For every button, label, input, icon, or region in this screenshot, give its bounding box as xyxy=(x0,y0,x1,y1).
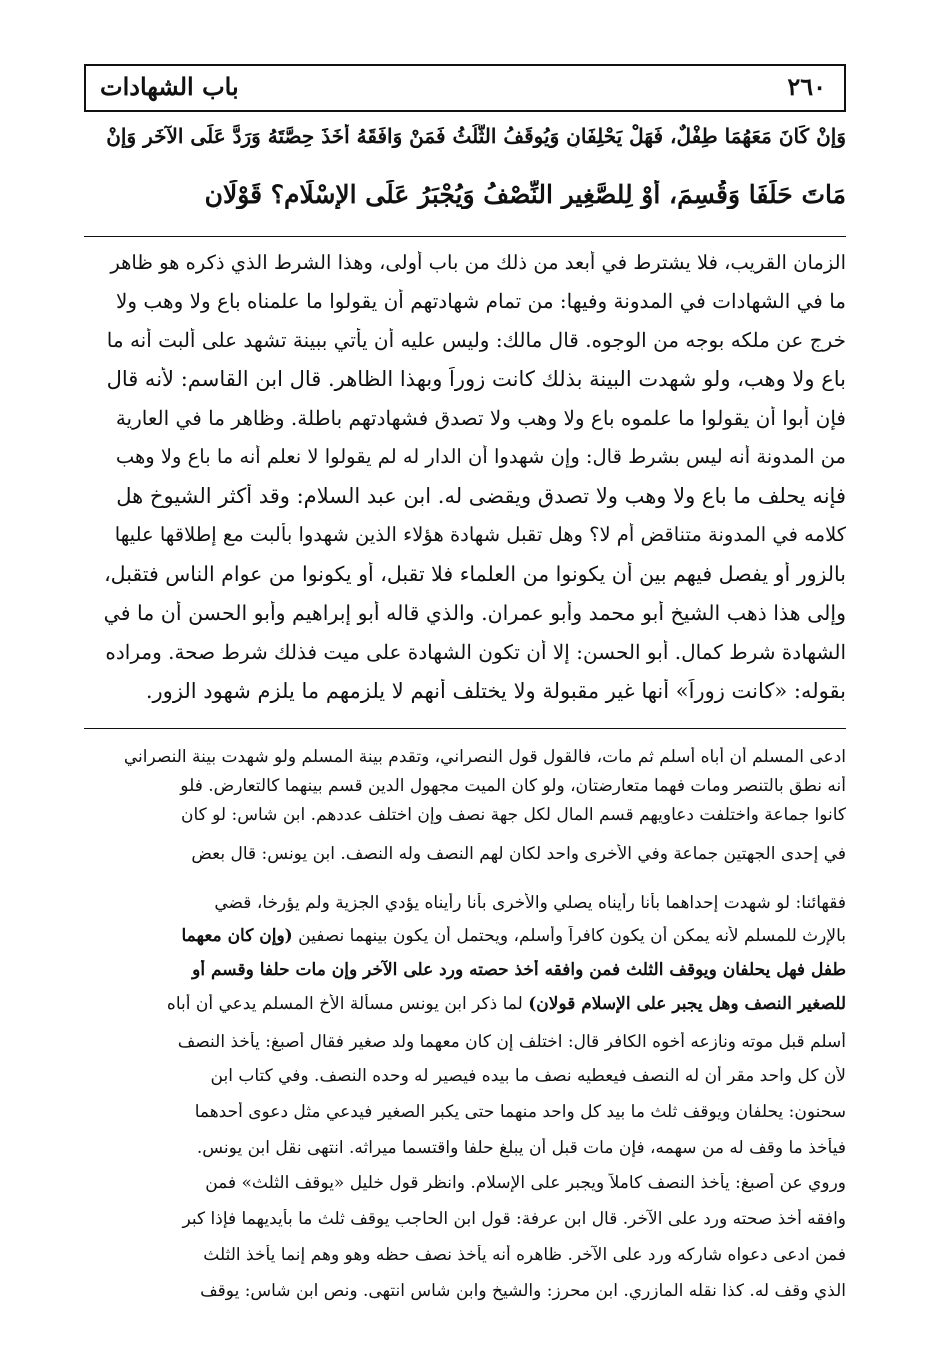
hashiya-line: سحنون: يحلفان ويوقف ثلث ما بيد كل واحد منهما حتى يكبر الصغير فيدعي مثل دعوى أحدهما xyxy=(194,1102,846,1122)
hashiya-line xyxy=(104,926,846,946)
section-divider xyxy=(84,728,846,729)
sharh-line: من المدونة أنه ليس بشرط قال: وإن شهدوا أن الدار له لم يقولوا لا نعلم أنه ما باع ولا وهب xyxy=(115,445,846,468)
page-number: ٢٦٠ xyxy=(787,72,826,101)
hashiya-line: وافقه أخذ صحته ورد على الآخر. قال ابن عرفة: قول ابن الحاجب يوقف ثلث ما بأيديهما فإذا كبر xyxy=(182,1209,846,1229)
page-header xyxy=(84,64,846,112)
section-divider xyxy=(84,236,846,237)
hashiya-line: في إحدى الجهتين جماعة وفي الأخرى واحد لكان لهم النصف وله النصف. ابن يونس: قال بعض xyxy=(191,844,846,864)
hashiya-line: ادعى المسلم أن أباه أسلم ثم مات، فالقول قول النصراني، وتقدم بينة المسلم ولو شهدت بينة النصراني xyxy=(123,747,846,767)
sharh-line: كلامه في المدونة متناقض أم لا؟ وهل تقبل شهادة هؤلاء الذين شهدوا بألبت مع إطلاقها عليها xyxy=(114,523,846,546)
hashiya-line: الذي وقف له. كذا نقله المازري. ابن محرز: والشيخ وابن شاس انتهى. ونص ابن شاس: يوقف xyxy=(200,1281,846,1301)
hashiya-line: لأن كل واحد مقر أن له النصف فيعطيه نصف ما بيده فيصير له وحده النصف. وفي كتاب ابن xyxy=(210,1066,846,1086)
hashiya-text: بالإرث للمسلم لأنه يمكن أن يكون كافراً وأسلم، ويحتمل أن يكون بينهما نصفين xyxy=(298,926,846,946)
hashiya-text: لما ذكر ابن يونس مسألة الأخ المسلم يدعي أن أباه xyxy=(166,994,523,1014)
chapter-title: باب الشهادات xyxy=(100,72,239,101)
hashiya-line: كانوا جماعة واختلفت دعاويهم قسم المال لكل جهة نصف وإن اختلف عددهم. ابن شاس: لو كان xyxy=(180,805,846,825)
hashiya-line: فيأخذ ما وقف له من سهمه، فإن مات قبل أن يبلغ حلفا واقتسما ميراثه. انتهى نقل ابن يونس. xyxy=(196,1138,846,1158)
hashiya-line: أنه نطق بالتنصر ومات فهما متعارضتان، ولو كان الميت مجهول الدين قسم بينهما كالتعارض. فلو xyxy=(180,776,846,796)
matn-line: وَإِنْ كَانَ مَعَهُمَا طِفْلٌ، فَهَلْ يَحْلِفَانِ وَيُوقَفُ الثُّلُثُ فَمَنْ وَافَقَهُ أَخَذَ حِصَّتَهُ وَرَدَّ عَلَى الآخَرِ وَإِنْ xyxy=(106,124,846,148)
hashiya-line: فقهائنا: لو شهدت إحداهما بأنا رأيناه يصلي والأخرى بأنا رأيناه يؤدي الجزية ولم يؤرخا، قضي xyxy=(214,893,846,913)
sharh-line: خرج عن ملكه بوجه من الوجوه. قال مالك: وليس عليه أن يأتي ببينة تشهد على ألبت أنه ما xyxy=(106,328,846,352)
sharh-line: الزمان القريب، فلا يشترط في أبعد من ذلك من باب أولى، وهذا الشرط الذي ذكره هو ظاهر xyxy=(110,251,846,274)
sharh-line: باع ولا وهب، ولو شهدت البينة بذلك كانت زوراً وبهذا الظاهر. قال ابن القاسم: لأنه قال xyxy=(106,367,846,391)
hashiya-line: فمن ادعى دعواه شاركه ورد على الآخر. ظاهره أنه يأخذ نصف حظه وهو وهم إنما يأخذ الثلث xyxy=(203,1245,846,1265)
quoted-matn-line: طفل فهل يحلفان ويوقف الثلث فمن وافقه أخذ حصته ورد على الآخر وإن مات حلفا وقسم أو xyxy=(192,960,846,980)
sharh-line: وإلى هذا ذهب الشيخ أبو محمد وأبو عمران. والذي قاله أبو إبراهيم وأبو الحسن أن ما في xyxy=(104,601,846,625)
matn-line: مَاتَ حَلَفَا وَقُسِمَ، أَوْ لِلصَّغِيرِ النِّصْفُ وَيُجْبَرُ عَلَى الإِسْلَامِ؟ قَوْلَانِ xyxy=(204,180,846,209)
sharh-line: الشهادة شرط كمال. أبو الحسن: إلا أن تكون الشهادة على ميت فذلك شرط صحة. ومراده xyxy=(105,640,846,664)
sharh-line: فإن أبوا أن يقولوا ما علموه باع ولا وهب ولا تصدق فشهادتهم باطلة. وظاهر ما في العارية xyxy=(115,406,846,430)
hashiya-line xyxy=(104,994,846,1014)
hashiya-line: أسلم قبل موته ونازعه أخوه الكافر قال: اختلف إن كان معهما ولد صغير فقال أصبغ: يأخذ النصف xyxy=(177,1032,846,1052)
quoted-matn: للصغير النصف وهل يجبر على الإسلام قولان) xyxy=(528,994,846,1014)
quoted-matn: (وإن كان معهما xyxy=(181,926,293,946)
sharh-line: بالزور أو يفصل فيهم بين أن يكونوا من العلماء فلا تقبل، أو يكونوا من عوام الناس فتقبل، xyxy=(104,562,846,586)
sharh-line: بقوله: «كانت زوراً» أنها غير مقبولة ولا يختلف أنهم لا يلزمهم ما يلزم شهود الزور. xyxy=(145,679,846,703)
hashiya-line: وروي عن أصبغ: يأخذ النصف كاملاً ويجبر على الإسلام. وانظر قول خليل «يوقف الثلث» فمن xyxy=(205,1173,846,1193)
sharh-line: فإنه يحلف ما باع ولا وهب ولا تصدق ويقضى له. ابن عبد السلام: وقد أكثر الشيوخ هل xyxy=(116,484,846,508)
sharh-line: ما في الشهادات في المدونة وفيها: من تمام شهادتهم أن يقولوا ما علمناه باع ولا وهب ولا xyxy=(116,289,846,313)
